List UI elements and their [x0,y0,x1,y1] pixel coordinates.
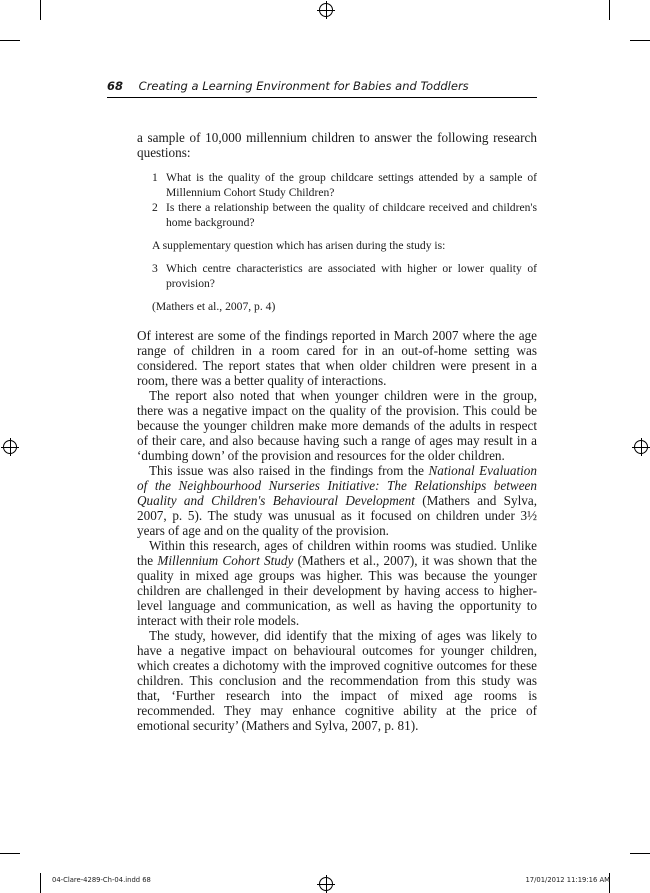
supplementary-question-intro: A supplementary question which has arisen during the study is: [152,239,446,252]
intro-paragraph: a sample of 10,000 millennium children to answer the following research questions: [137,130,537,160]
question-item [152,200,537,230]
supplementary-questions [152,261,537,291]
crop-mark [0,40,20,41]
crop-mark [40,0,41,20]
question-item [152,261,537,291]
question-text: What is the quality of the group childcare settings attended by a sample of Millennium Cohort Study Children? [166,171,537,199]
crop-mark [609,0,610,20]
crop-mark [630,853,650,854]
body-paragraph: The study, however, did identify that the mixing of ages was likely to have a negative impact on behavioural outcomes for younger children, which creates a dichotomy with the improved cognitive outcomes for these children. This conclusion and the recommendation from this study was that, ‘Further research into the impact of mixed age rooms is recommended. They may enhance cognitive ability at the price of emotional security’ (Mathers and Sylva, 2007, p. 81). [137,628,537,733]
crop-mark [40,873,41,893]
paragraph-text: Within this research, ages of children within rooms was studied. Unlike the [137,538,537,568]
slug-file: 04-Clare-4289-Ch-04.indd 68 [52,876,151,884]
crop-mark [0,853,20,854]
paragraph-text: This issue was also raised in the findings from the [149,463,429,478]
page-number: 68 [107,79,124,93]
question-text: Which centre characteristics are associated with higher or lower quality of provision? [166,262,537,290]
research-questions [152,170,537,230]
body-paragraph [137,463,537,538]
question-text: Is there a relationship between the quality of childcare received and children's home background? [166,201,537,229]
extract-block [152,170,537,314]
question-number: 1 [152,171,158,184]
extract-citation: (Mathers et al., 2007, p. 4) [152,300,276,313]
body-paragraph: The report also noted that when younger children were in the group, there was a negative impact on the quality of the provision. This could be because the younger children make more demands of the adults in respect of their care, and also because having such a range of ages may result in a ‘dumbing down’ of the provision and resources for the older children. [137,388,537,463]
paragraph-text: (Mathers et al., 2007), it was shown that the quality in mixed age groups was higher. This was because the younger children are challenged in their development by having access to higher-level language and communication, as well as having the opportunity to interact with their role models. [137,553,537,628]
registration-mark-icon [319,877,333,891]
registration-mark-icon [3,440,17,454]
body-paragraph [137,538,537,628]
study-title: Millennium Cohort Study [157,553,294,568]
question-number: 3 [152,262,158,275]
registration-mark-icon [319,3,333,17]
running-head [107,79,537,98]
book-title: Creating a Learning Environment for Babies and Toddlers [138,79,469,93]
report-title: National Evaluation of the Neighbourhood Nurseries Initiative: The Relationships between Quality and Children's Behavioural Development [137,463,537,508]
paragraph-text: (Mathers and Sylva, 2007, p. 5). The study was unusual as it focused on children under 3½ years of age and on the quality of the provision. [137,493,538,538]
question-number: 2 [152,201,158,214]
question-item [152,170,537,200]
registration-mark-icon [634,440,648,454]
slug-timestamp: 17/01/2012 11:19:16 AM [525,876,610,884]
crop-mark [630,40,650,41]
body-paragraph: Of interest are some of the findings reported in March 2007 where the age range of children in a room cared for in an out-of-home setting was considered. The report states that when older children were present in a room, there was a better quality of interactions. [137,328,537,388]
page-body [137,130,537,733]
